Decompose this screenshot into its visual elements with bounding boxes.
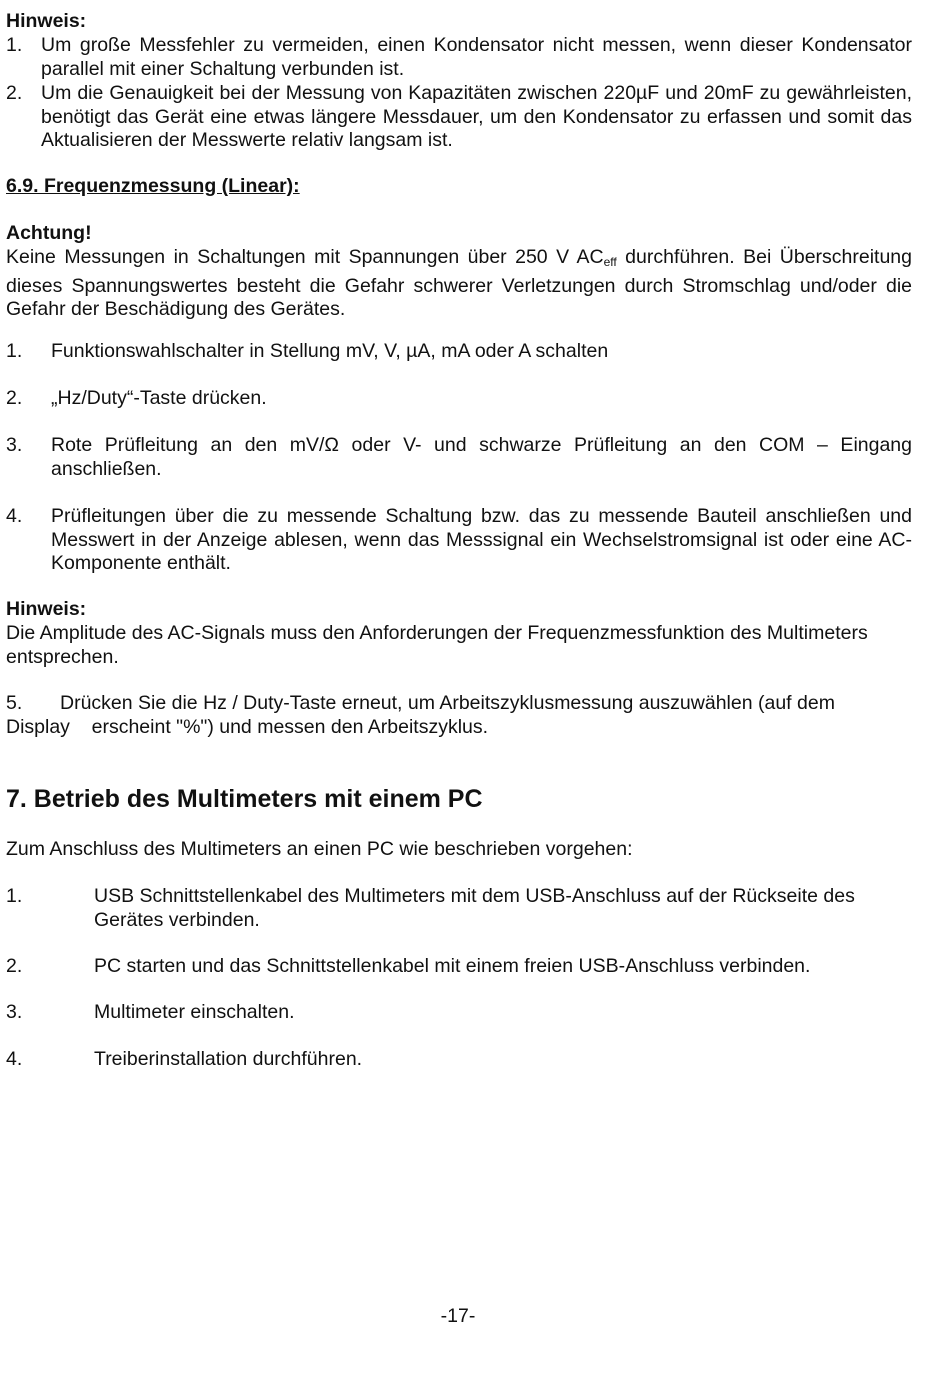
note-item-text: Um große Messfehler zu vermeiden, einen Kondensator nicht messen, wenn dieser Kondensator parallel mit einer Schaltung verbunden ist.: [41, 34, 912, 80]
warning-subscript: eff: [603, 255, 617, 269]
step-number: 1.: [6, 340, 23, 362]
step-text: PC starten und das Schnittstellenkabel mit einem freien USB-Anschluss verbinden.: [94, 955, 811, 977]
step-3: [6, 434, 912, 481]
step-4: [6, 505, 912, 576]
warning-text-start: Keine Messungen in Schaltungen mit Spannungen über 250 V AC: [6, 246, 604, 268]
step-text: Multimeter einschalten.: [94, 1001, 295, 1023]
step-1: [6, 340, 912, 364]
step-text: Rote Prüfleitung an den mV/Ω oder V- und schwarze Prüfleitung an den COM – Eingang anschließen.: [51, 434, 912, 480]
step-number: 2.: [6, 955, 23, 977]
pc-step-2: [6, 955, 912, 979]
step-text: USB Schnittstellenkabel des Multimeters mit dem USB-Anschluss auf der Rückseite des Gerätes verbinden.: [94, 885, 855, 931]
warning-text-end: durchführen. Bei Überschreitung dieses Spannungswertes besteht die Gefahr schwerer Verletzungen durch Stromschlag und/oder die Gefahr der Beschädigung des Gerätes.: [6, 246, 912, 320]
step-5: [6, 692, 912, 739]
step-5-line-1: Drücken Sie die Hz / Duty-Taste erneut, um Arbeitszyklusmessung auszuwählen (auf dem: [60, 692, 835, 714]
step-text: Treiberinstallation durchführen.: [94, 1048, 363, 1070]
step-text: Funktionswahlschalter in Stellung mV, V, µA, mA oder A schalten: [51, 340, 609, 362]
chapter-intro: Zum Anschluss des Multimeters an einen PC wie beschrieben vorgehen:: [6, 838, 633, 860]
page-number: -17-: [440, 1305, 476, 1327]
step-5-line-2: Display erscheint "%") und messen den Arbeitszyklus.: [6, 715, 489, 738]
pc-step-3: [6, 1001, 912, 1025]
step-number: 4.: [6, 1048, 23, 1070]
note-item-text: Um die Genauigkeit bei der Messung von Kapazitäten zwischen 220µF und 20mF zu gewährleisten, benötigt das Gerät eine etwas längere Messdauer, um den Kondensator zu erfassen und somit das Aktualisieren der Messwerte relativ langsam ist.: [41, 82, 912, 151]
step-number: 5.: [6, 692, 23, 714]
note-text: Die Amplitude des AC-Signals muss den Anforderungen der Frequenzmessfunktion des Multimeters entsprechen.: [6, 622, 868, 668]
note-item-2: [6, 82, 912, 153]
warning-heading: Achtung!: [6, 222, 92, 244]
note-item-number: 2.: [6, 82, 23, 104]
section-title: 6.9. Frequenzmessung (Linear):: [6, 175, 300, 197]
step-number: 3.: [6, 434, 23, 456]
warning-text: [6, 246, 912, 322]
step-text: „Hz/Duty“-Taste drücken.: [51, 387, 267, 409]
note-heading-2: Hinweis:: [6, 598, 87, 620]
chapter-title: 7. Betrieb des Multimeters mit einem PC: [6, 785, 483, 813]
pc-step-1: [6, 885, 912, 932]
pc-step-4: [6, 1048, 912, 1072]
note-item-1: [6, 34, 912, 81]
step-text: Prüfleitungen über die zu messende Schaltung bzw. das zu messende Bauteil anschließen und Messwert in der Anzeige ablesen, wenn das Messsignal ein Wechselstromsignal ist oder eine AC-Komponente enthält.: [51, 505, 912, 574]
step-number: 1.: [6, 885, 23, 907]
step-number: 3.: [6, 1001, 23, 1023]
note-heading: Hinweis:: [6, 10, 87, 32]
step-number: 4.: [6, 505, 23, 527]
note-item-number: 1.: [6, 34, 23, 56]
step-number: 2.: [6, 387, 23, 409]
step-2: [6, 387, 912, 411]
